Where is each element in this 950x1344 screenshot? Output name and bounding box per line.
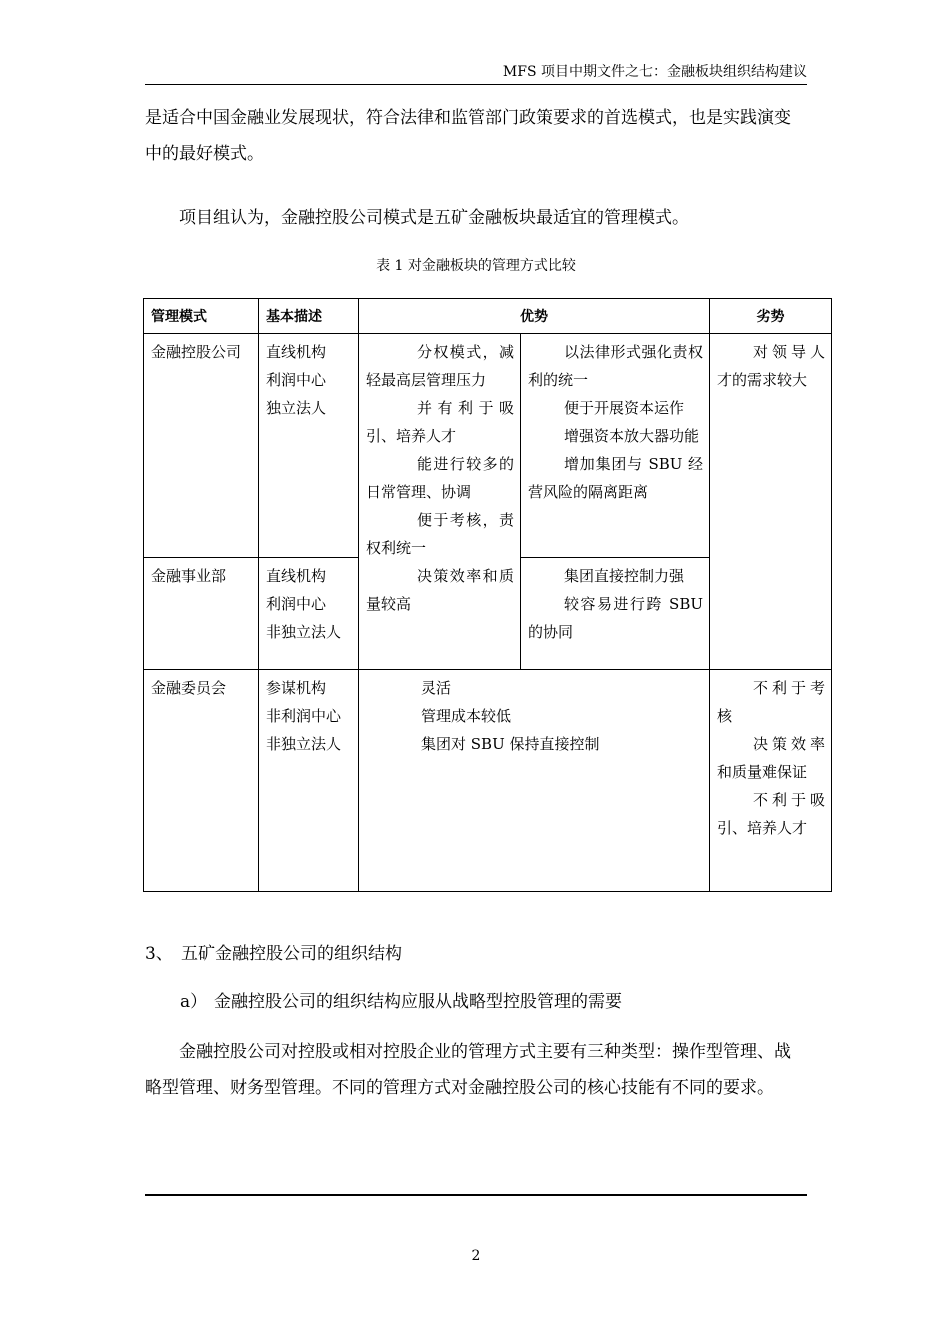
- advantage-item: 决策效率和质量较高: [366, 567, 514, 613]
- footer-rule: [145, 1194, 807, 1196]
- section-a-heading: [180, 988, 622, 1016]
- row-advantages: [359, 670, 709, 758]
- desc-line: 利润中心: [266, 595, 327, 613]
- desc-line: 独立法人: [266, 399, 327, 417]
- table-row: [144, 670, 832, 892]
- row-mode: 金融委员会: [151, 679, 227, 697]
- body-paragraph: 金融控股公司对控股或相对控股企业的管理方式主要有三种类型：操作型管理、战略型管理、财务型管理。不同的管理方式对金融控股公司的核心技能有不同的要求。: [145, 1042, 791, 1098]
- desc-line: 非利润中心: [266, 707, 342, 725]
- advantage-item: 能进行较多的日常管理、协调: [366, 455, 514, 501]
- desc-line: 非独立法人: [266, 623, 342, 641]
- disadvantage-item: 对领导人才的需求较大: [717, 343, 825, 389]
- advantage-item: 集团对 SBU 保持直接控制: [421, 735, 600, 753]
- row-advantages: [521, 334, 709, 506]
- advantage-item: 较容易进行跨 SBU 的协同: [528, 595, 703, 641]
- advantage-item: 便于开展资本运作: [564, 399, 685, 417]
- disadvantage-item: 不利于吸引、培养人才: [717, 791, 825, 837]
- advantage-item: 并有利于吸引、培养人才: [366, 399, 514, 445]
- advantage-item: 分权模式，减轻最高层管理压力: [366, 343, 514, 389]
- section-3-heading: [145, 940, 402, 968]
- advantage-item: 管理成本较低: [421, 707, 512, 725]
- desc-line: 参谋机构: [266, 679, 327, 697]
- advantage-item: 增强资本放大器功能: [564, 427, 700, 445]
- desc-line: 非独立法人: [266, 735, 342, 753]
- row-desc: [259, 334, 358, 422]
- disadvantage-item: 不利于考核: [717, 679, 825, 725]
- row-mode: 金融控股公司: [151, 343, 242, 361]
- table-caption: 表 1 对金融板块的管理方式比较: [376, 258, 576, 274]
- header-mode: 管理模式: [144, 299, 259, 334]
- row-disadvantages: [710, 334, 831, 394]
- page-number: 2: [471, 1248, 481, 1264]
- desc-line: 直线机构: [266, 343, 327, 361]
- advantage-item: 集团直接控制力强: [564, 567, 685, 585]
- subsection-title: 金融控股公司的组织结构应服从战略型控股管理的需要: [214, 992, 622, 1012]
- header-disadvantages: 劣势: [710, 299, 832, 334]
- advantage-item: 增加集团与 SBU 经营风险的隔离距离: [528, 455, 703, 501]
- shared-advantages: [359, 334, 520, 618]
- desc-line: 直线机构: [266, 567, 327, 585]
- row-desc: [259, 558, 358, 646]
- row-disadvantages: [710, 670, 831, 842]
- page-header: MFS 项目中期文件之七：金融板块组织结构建议: [502, 64, 807, 80]
- row-advantages: [521, 558, 709, 646]
- row-mode: 金融事业部: [151, 567, 227, 585]
- advantage-item: 便于考核，责权利统一: [366, 511, 514, 557]
- table-header-row: [144, 299, 832, 334]
- advantage-item: 以法律形式强化责权利的统一: [528, 343, 703, 389]
- desc-line: 利润中心: [266, 371, 327, 389]
- comparison-table: [143, 298, 832, 892]
- row-desc: [259, 670, 358, 758]
- header-rule: [145, 84, 807, 85]
- table-row: [144, 334, 832, 558]
- advantage-item: 灵活: [421, 679, 452, 697]
- header-desc: 基本描述: [259, 299, 359, 334]
- section-title: 五矿金融控股公司的组织结构: [181, 944, 402, 964]
- section-number: 3、: [145, 944, 173, 964]
- intro-paragraph-1: 是适合中国金融业发展现状，符合法律和监管部门政策要求的首选模式，也是实践演变中的最好模式。: [145, 108, 791, 164]
- header-advantages: 优势: [359, 299, 710, 334]
- subsection-number: a）: [180, 992, 208, 1012]
- intro-paragraph-2: 项目组认为，金融控股公司模式是五矿金融板块最适宜的管理模式。: [179, 208, 689, 228]
- disadvantage-item: 决策效率和质量难保证: [717, 735, 825, 781]
